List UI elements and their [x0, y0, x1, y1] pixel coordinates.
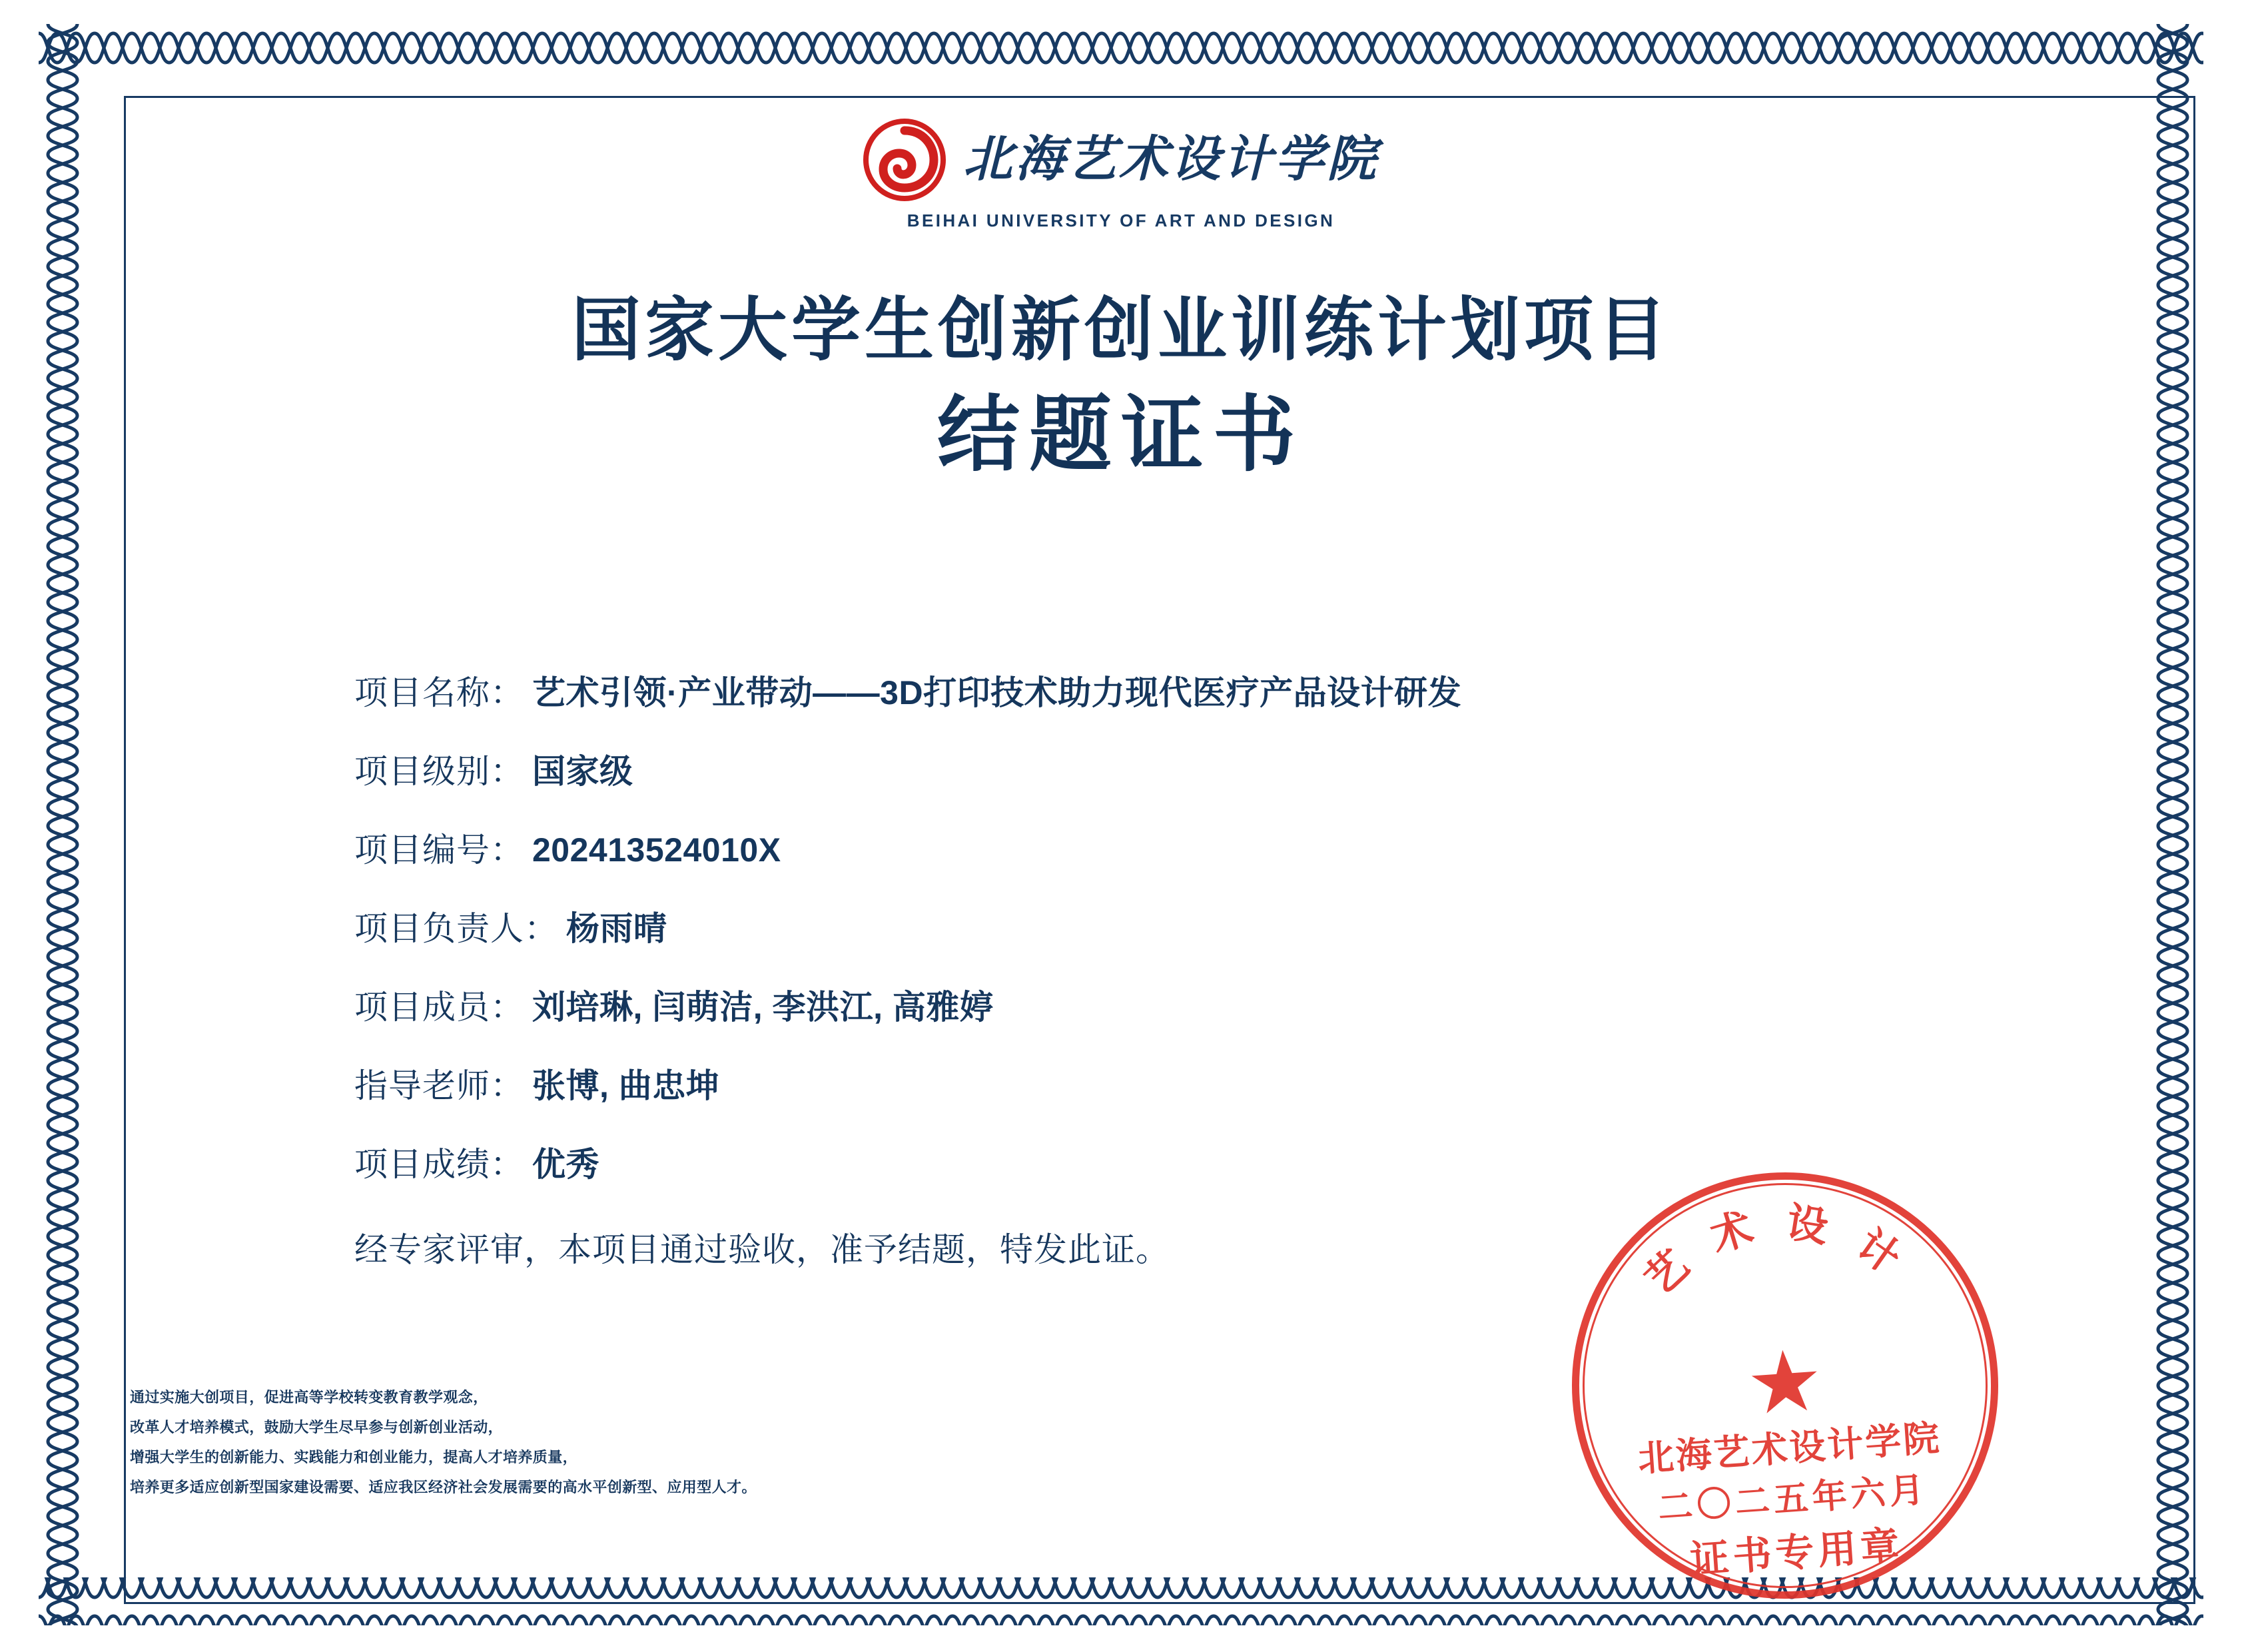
field-label: 项目名称： — [354, 674, 524, 711]
institution-logo — [0, 119, 2242, 231]
field-value: 国家级 — [532, 753, 633, 790]
seal-purpose-text: 证书专用章 — [1688, 1523, 1905, 1582]
field-value: 张博, 曲忠坤 — [532, 1067, 720, 1104]
title-line-1: 国家大学生创新创业训练计划项目 — [571, 292, 1671, 369]
field-project-members — [354, 981, 1886, 1029]
logo-english-name: BEIHAI UNIVERSITY OF ART AND DESIGN — [907, 210, 1335, 230]
footnote-line: 改革人才培养模式，鼓励大学生尽早参与创新创业活动， — [130, 1419, 504, 1436]
field-project-advisors — [354, 1059, 1886, 1107]
field-project-name — [354, 666, 1886, 714]
field-value: 杨雨晴 — [566, 910, 667, 947]
field-label: 项目成绩： — [354, 1146, 524, 1183]
official-seal-stamp — [1557, 1158, 2012, 1613]
field-value: 202413524010X — [532, 831, 781, 869]
field-value: 艺术引领·产业带动——3D打印技术助力现代医疗产品设计研发 — [532, 674, 1462, 711]
footnote-line: 培养更多适应创新型国家建设需要、适应我区经济社会发展需要的高水平创新型、应用型人才。 — [130, 1479, 757, 1496]
footnote-line: 增强大学生的创新能力、实践能力和创业能力，提高人才培养质量， — [130, 1449, 578, 1466]
field-value: 优秀 — [532, 1146, 599, 1183]
beihai-swirl-logo-icon — [863, 119, 946, 201]
footnote-text — [130, 1382, 996, 1502]
field-label: 项目负责人： — [354, 910, 558, 947]
field-project-number — [354, 823, 1886, 871]
field-value: 刘培琳, 闫萌洁, 李洪江, 高雅婷 — [532, 989, 994, 1026]
field-label: 指导老师： — [354, 1067, 524, 1104]
seal-star-icon: ★ — [1743, 1332, 1826, 1433]
field-label: 项目编号： — [354, 831, 524, 869]
logo-wordmark: 北海艺术设计学院 — [963, 133, 1379, 187]
seal-date: 二〇二五年六月 — [1657, 1471, 1930, 1528]
title-line-2: 结题证书 — [936, 390, 1305, 482]
field-label: 项目级别： — [354, 753, 524, 790]
field-project-leader — [354, 902, 1886, 950]
approval-statement: 经专家评审，本项目通过验收，准予结题，特发此证。 — [354, 1231, 1170, 1268]
svg-text:艺 术 设 计: 艺 术 设 计 — [1637, 1200, 1916, 1304]
field-label: 项目成员： — [354, 989, 524, 1026]
field-project-level — [354, 745, 1886, 793]
certificate-title — [0, 286, 2242, 489]
footnote-line: 通过实施大创项目，促进高等学校转变教育教学观念， — [130, 1389, 488, 1406]
field-project-grade — [354, 1138, 1886, 1186]
seal-institution-name: 北海艺术设计学院 — [1637, 1418, 1943, 1479]
